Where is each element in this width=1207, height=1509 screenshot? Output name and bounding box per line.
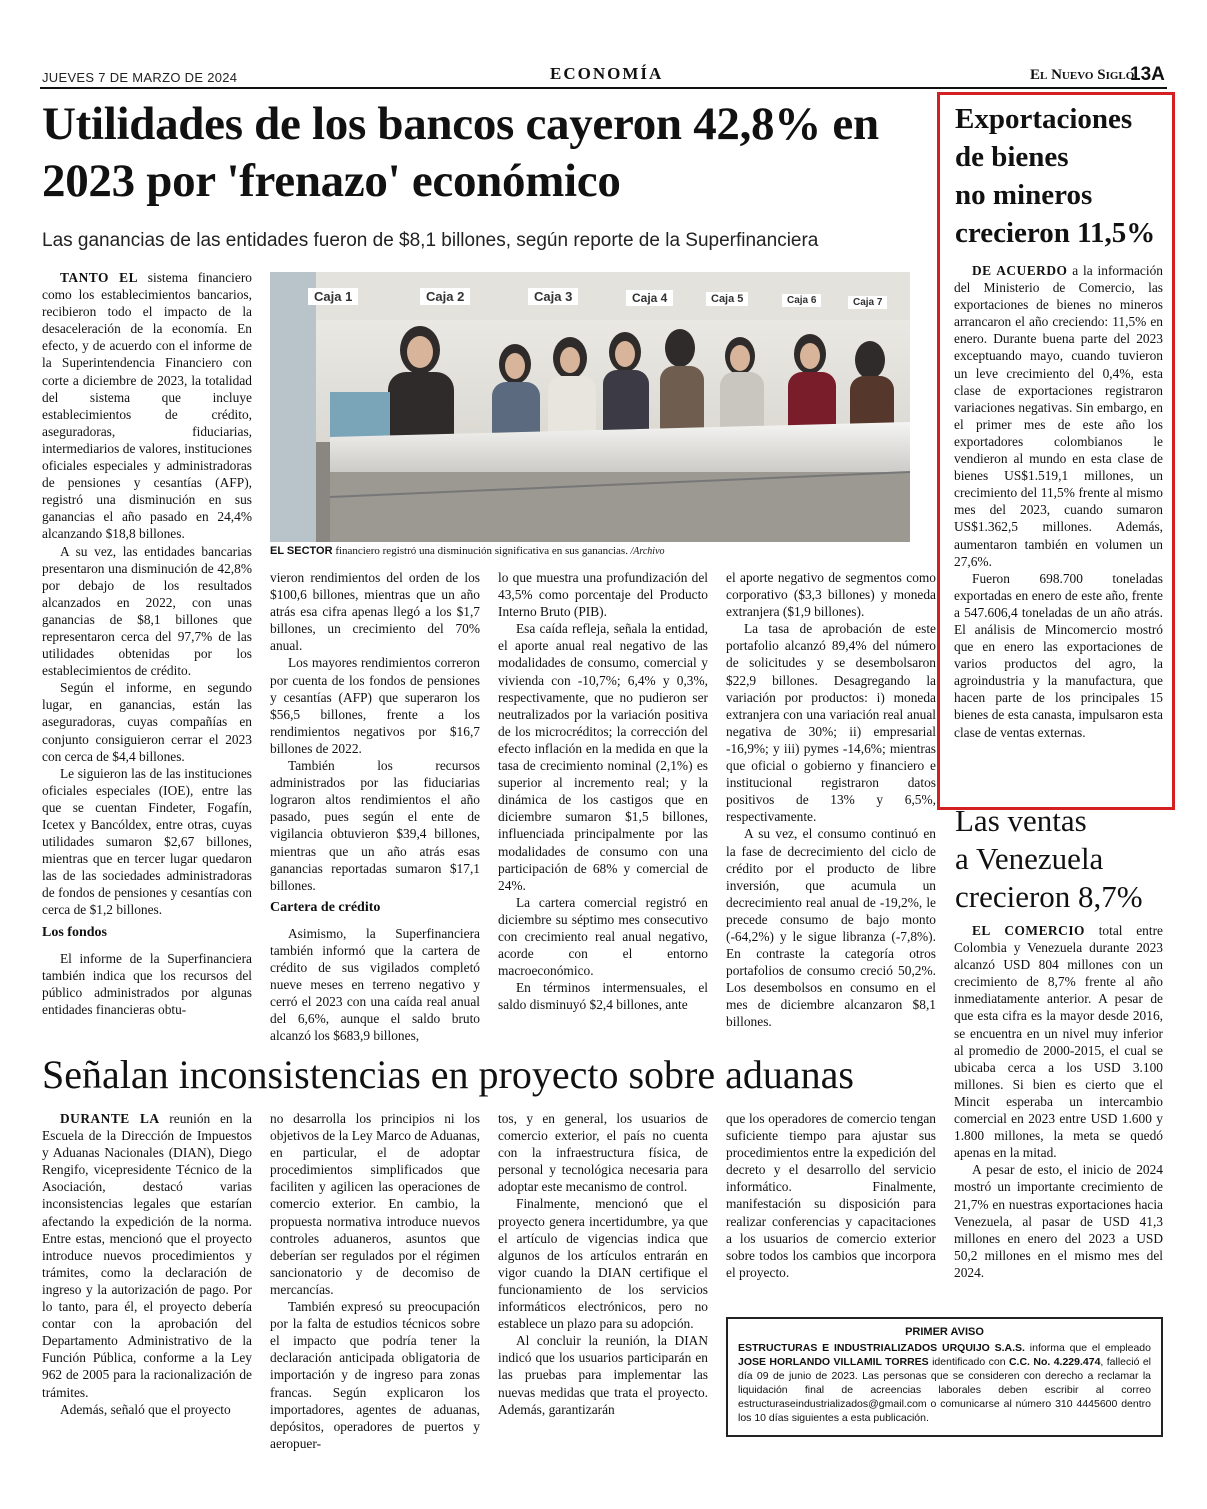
paragraph: sistema financiero como los establecimientos bancarios, recibieron todo el impacto de la desaceleración de la economía. En efecto, y de acuerdo con el informe de la Superintendencia Financiero con corte a diciembre de 2023, la totalidad del sistema que incluye establecimientos de crédito, aseguradoras, fiduciarias, intermediarios de valores, instituciones oficiales especiales y administradoras de pensiones y cesantías (AFP), registró una disminución en sus ganancias el año pasado en 24,4% alcanzando $18,8 billones. (42, 270, 252, 542)
article2-column-4 (726, 1110, 936, 1281)
paragraph: A su vez, el consumo continuó en la fase de decrecimiento del ciclo de crédito por el producto de libre inversión, que acumula un decrecimiento real anual de -19,2%, le precede consumo de bajo monto (-64,2%) y le sigue libranza (-7,8%). En contraste la categoría otros portafolios de consumo creció 50,2%. Los desembolsos en consumo en el mes de diciembre alcanzaron $8,1 billones. (726, 826, 936, 1030)
bank-photo (270, 272, 910, 542)
exports-body (954, 262, 1163, 741)
paragraph: Según el informe, en segundo lugar, en ganancias, están las aseguradoras, cuyas compañías en conjunto consiguieron cerrar el 2023 con cerca de $4,4 billones. (42, 680, 252, 764)
notice-title: PRIMER AVISO (905, 1326, 984, 1338)
main-column-4 (726, 569, 936, 1031)
paragraph: Los mayores rendimientos correron por cuenta de los fondos de pensiones y cesantías (AFP) que superaron los $56,5 billones, frente a los rendimientos negativos por $16,7 billones de 2022. (270, 655, 480, 756)
paragraph: Le siguieron las de las instituciones oficiales especiales (IOE), entre las que se cuentan Findeter, Fogafín, Icetex y Bancóldex, entre otras, cuyas utilidades sumaron $2,67 billones, mientras que en tercer lugar quedaron las de las sociedades administradoras de fondos de pensiones y cesantías con cerca de $1,2 billones. (42, 765, 252, 918)
main-column-1 (42, 269, 252, 1018)
lead-in: DURANTE LA (60, 1111, 160, 1126)
paragraph: Asimismo, la Superfinanciera también informó que la cartera de crédito de sus vigilados completó nueve meses en terreno negativo y cerró el 2023 con una caída real anual del 6,6%, aunque el saldo bruto alcanzó los $683,9 billones, (270, 925, 480, 1044)
subtitle: Los fondos (42, 924, 107, 940)
article2-column-3 (498, 1110, 708, 1418)
paragraph: A pesar de esto, el inicio de 2024 mostró un importante crecimiento de 21,7% en nuestras exportaciones hacia Venezuela, al pasar de USD 41,3 millones en enero del 2023 a USD 50,2 millones en el mismo mes del 2024. (954, 1162, 1163, 1280)
paragraph: El informe de la Superfinanciera también indica que los recursos del público administrados por algunas entidades financieras obtu- (42, 950, 252, 1017)
legal-notice-box (726, 1317, 1163, 1437)
paragraph: tos, y en general, los usuarios de comercio exterior, el país no cuenta con la infraestructura física, de personal y tecnológica necesaria para adoptar este mecanismo de control. (498, 1111, 708, 1195)
paragraph: lo que muestra una profundización del 43,5% como porcentaje del Producto Interno Bruto (PIB). (498, 570, 708, 620)
notice-text: identificado con (928, 1356, 1009, 1368)
paragraph: que los operadores de comercio tengan suficiente tiempo para ajustar sus procedimientos entre la expedición del decreto y el desarrollo del servicio informático. Finalmente, manifestación su disposición para realizar conferencias y capacitaciones a los usuarios de comercio exterior sobre todos los cambios que incorpora el proyecto. (726, 1111, 936, 1280)
main-headline: Utilidades de los bancos cayeron 42,8% en 2023 por 'frenazo' económico (42, 98, 879, 207)
paragraph: vieron rendimientos del orden de los $100,6 billones, mientras que un año atrás esa cifra apenas llegó a los $1,7 billones, un crecimiento del 70% anual. (270, 570, 480, 654)
notice-text: , falleció el día 09 de junio de 2023. Las personas que se consideren con derecho a reclamar la liquidación final de acreencias laborales deben escribir al correo estructuraseindustrializados@gmail.com o comunicarse al número 310 4445600 dentro los 10 días siguientes a esta publicación. (738, 1356, 1152, 1424)
teller-sign-6: Caja 6 (782, 294, 821, 307)
notice-employee: JOSE HORLANDO VILLAMIL TORRES (738, 1356, 929, 1368)
paragraph: La cartera comercial registró en diciembre su séptimo mes consecutivo con crecimiento real anual negativo, acorde con el entorno macroeconómico. (498, 894, 708, 979)
venezuela-body (954, 922, 1163, 1281)
lead-in: EL COMERCIO (972, 923, 1085, 938)
notice-body (738, 1341, 1151, 1425)
photo-caption (270, 545, 910, 557)
paragraph: reunión en la Escuela de la Dirección de Impuestos y Aduanas Nacionales (DIAN), Diego Rengifo, vicepresidente Técnico de la Asociación, destacó varias inconsistencias legales que estarían afectando la expedición de la norma. Entre estas, mencionó que el proyecto introduce nuevos procedimientos y trámites, como la declaración de ingreso y la autorización de pago. Por lo tanto, para él, el proyecto debería contar con la aprobación del Departamento Administrativo de la Función Pública, conforme a la Ley 962 de 2005 para la racionalización de trámites. (42, 1111, 252, 1400)
paragraph: También los recursos administrados por las fiduciarias lograron altos rendimientos el año pasado, pues según el ente de vigilancia obtuvieron $39,4 billones, mientras que un año atrás esas ganancias reportadas sumaron $17,1 billones. (270, 758, 480, 893)
main-column-2 (270, 569, 480, 1045)
exports-title-line: no mineros (955, 179, 1093, 211)
exports-title-line: Exportaciones (955, 103, 1133, 135)
paragraph: a la información del Ministerio de Comercio, las exportaciones de bienes no mineros arrancaron el año creciendo: 11,5% en enero. Durante buena parte del 2023 exceptuando mayo, cuando tuvieron un leve crecimiento del 0,4%, esta clase de exportaciones registraron variaciones negativas. Sin embargo, en el primer mes de este año los exportadores colombianos le vendieron al mundo en esta clase de bienes US$1.519,1 millones, un crecimiento del 11,5% frente al mismo mes del 2023, cuando sumaron US$1.362,5 millones. Además, aumentaron también en volumen un 27,6%. (954, 263, 1163, 569)
teller-sign-4: Caja 4 (626, 290, 673, 306)
caption-lead: EL SECTOR (270, 545, 333, 557)
main-column-3 (498, 569, 708, 1013)
paragraph: total entre Colombia y Venezuela durante 2023 alcanzó USD 804 millones con un crecimiento de 8,7% frente al año inmediatamente anterior. A pesar de que esta cifra es la mayor desde 2016, se encuentra en un nivel muy inferior al promedio de 2000-2015, el cual se ubicaba cerca a los USD 3.100 millones. Si bien es cierto que el Mincit esperaba un intercambio comercial en 2023 entre USD 1.600 y 1.800 millones, la meta se quedó apenas en la mitad. (954, 923, 1163, 1161)
notice-id: C.C. No. 4.229.474 (1008, 1356, 1101, 1368)
issue-date: JUEVES 7 DE MARZO DE 2024 (42, 70, 238, 85)
paragraph: Finalmente, mencionó que el proyecto genera incertidumbre, ya que el artículo de vigencias indica que algunos de los artículos entrarán en vigor cuando la DIAN certifique el funcionamiento de los servicios informáticos electrónicos, pero no establece un plazo para su adopción. (498, 1196, 708, 1332)
photo-credit: /Archivo (627, 546, 665, 557)
paragraph: En términos intermensuales, el saldo disminuyó $2,4 billones, ante (498, 980, 708, 1013)
paragraph: el aporte negativo de segmentos como corporativo ($3,3 billones) y moneda extranjera ($1,9 billones). (726, 570, 936, 620)
teller-sign-3: Caja 3 (528, 288, 578, 305)
venezuela-title-line: a Venezuela (955, 841, 1104, 876)
teller-sign-5: Caja 5 (706, 292, 748, 306)
main-subhead: Las ganancias de las entidades fueron de $8,1 billones, según reporte de la Superfinanciera (42, 230, 819, 251)
teller-sign-7: Caja 7 (848, 296, 887, 309)
lead-in: DE ACUERDO (972, 263, 1068, 278)
paragraph: También expresó su preocupación por la falta de estudios técnicos sobre el impacto que podría tener la declaración anticipada obligatoria de importación y de ingreso para zonas francas. Según explicaron los importadores, agentes de aduanas, depósitos, operadores de puertos y aeropuer- (270, 1299, 480, 1451)
publication-name: El Nuevo Siglo (1030, 67, 1135, 83)
caption-text: financiero registró una disminución significativa en sus ganancias. (332, 545, 628, 557)
exports-title-line: crecieron 11,5% (955, 217, 1156, 249)
article2-headline: Señalan inconsistencias en proyecto sobre aduanas (42, 1052, 854, 1097)
section-name: ECONOMÍA (550, 64, 664, 83)
article2-column-2 (270, 1110, 480, 1452)
article2-column-1 (42, 1110, 252, 1418)
paragraph: Al concluir la reunión, la DIAN indicó que los usuarios participarán en las pruebas para implementar las nuevas medidas que trata el proyecto. Además, garantizarán (498, 1333, 708, 1417)
notice-company: ESTRUCTURAS E INDUSTRIALIZADOS URQUIJO S.A.S. (738, 1342, 1025, 1354)
lead-in: TANTO EL (60, 270, 139, 285)
venezuela-title-line: Las ventas (955, 803, 1087, 838)
teller-sign-2: Caja 2 (420, 288, 470, 305)
paragraph: no desarrolla los principios ni los objetivos de la Ley Marco de Aduanas, en particular, el de adoptar procedimientos simplificados que faciliten y agilicen las operaciones de comercio exterior. En cambio, la propuesta normativa introduce nuevos controles aduaneros, asuntos que deberían ser regulados por el régimen sancionatorio y de decomiso de mercancías. (270, 1111, 480, 1297)
paragraph: Esa caída refleja, señala la entidad, el aporte anual real negativo de las modalidades de consumo, comercial y vivienda con -10,7%; 6,4% y 0,3%, respectivamente, que no pudieron ser neutralizados por la variación positiva de los microcréditos; la corrección del efecto inflación en la medida en que la tasa de crecimiento nominal (2,1%) es superior al incremento real; y la dinámica de los castigos que en diciembre sumaron $1,5 billones, influenciada principalmente por las modalidades de consumo con una participación de 68% y comercial de 24%. (498, 621, 708, 893)
subtitle: Cartera de crédito (270, 899, 381, 915)
paragraph: Además, señaló que el proyecto (60, 1401, 231, 1417)
page-number: 13A (1130, 64, 1165, 85)
header-rule (40, 87, 1167, 89)
notice-text: informa que el empleado (1024, 1342, 1151, 1354)
paragraph: A su vez, las entidades bancarias presentaron una disminución de 42,8% por debajo de los resultados alcanzados en 2022, con unas ganancias de $8,1 billones que representaron cerca del 97,7% de las utilidades obtenidas por los establecimientos de crédito. (42, 543, 252, 679)
paragraph: La tasa de aprobación de este portafolio alcanzó 89,4% del número de solicitudes y se desembolsaron $22,9 billones. Desagregando la variación por productos: i) moneda extranjera con una variación real anual negativa de 30%; ii) empresarial -16,9%; y iii) pymes -14,6%; mientras que oficial o gobierno y financiero e institucional registraron datos positivos de 13% y 6,5%, respectivamente. (726, 621, 936, 825)
teller-sign-1: Caja 1 (308, 288, 358, 305)
venezuela-title-line: crecieron 8,7% (955, 879, 1143, 914)
paragraph: Fueron 698.700 toneladas exportadas en enero de este año, frente a 547.606,4 toneladas de un año atrás. El análisis de Mincomercio mostró que en enero las exportaciones de varios productos del agro, la agroindustria y la manufactura, que hacen parte de los principales 15 bienes de esta canasta, impulsaron esta clase de ventas externas. (954, 570, 1163, 740)
exports-title-line: de bienes (955, 141, 1069, 173)
